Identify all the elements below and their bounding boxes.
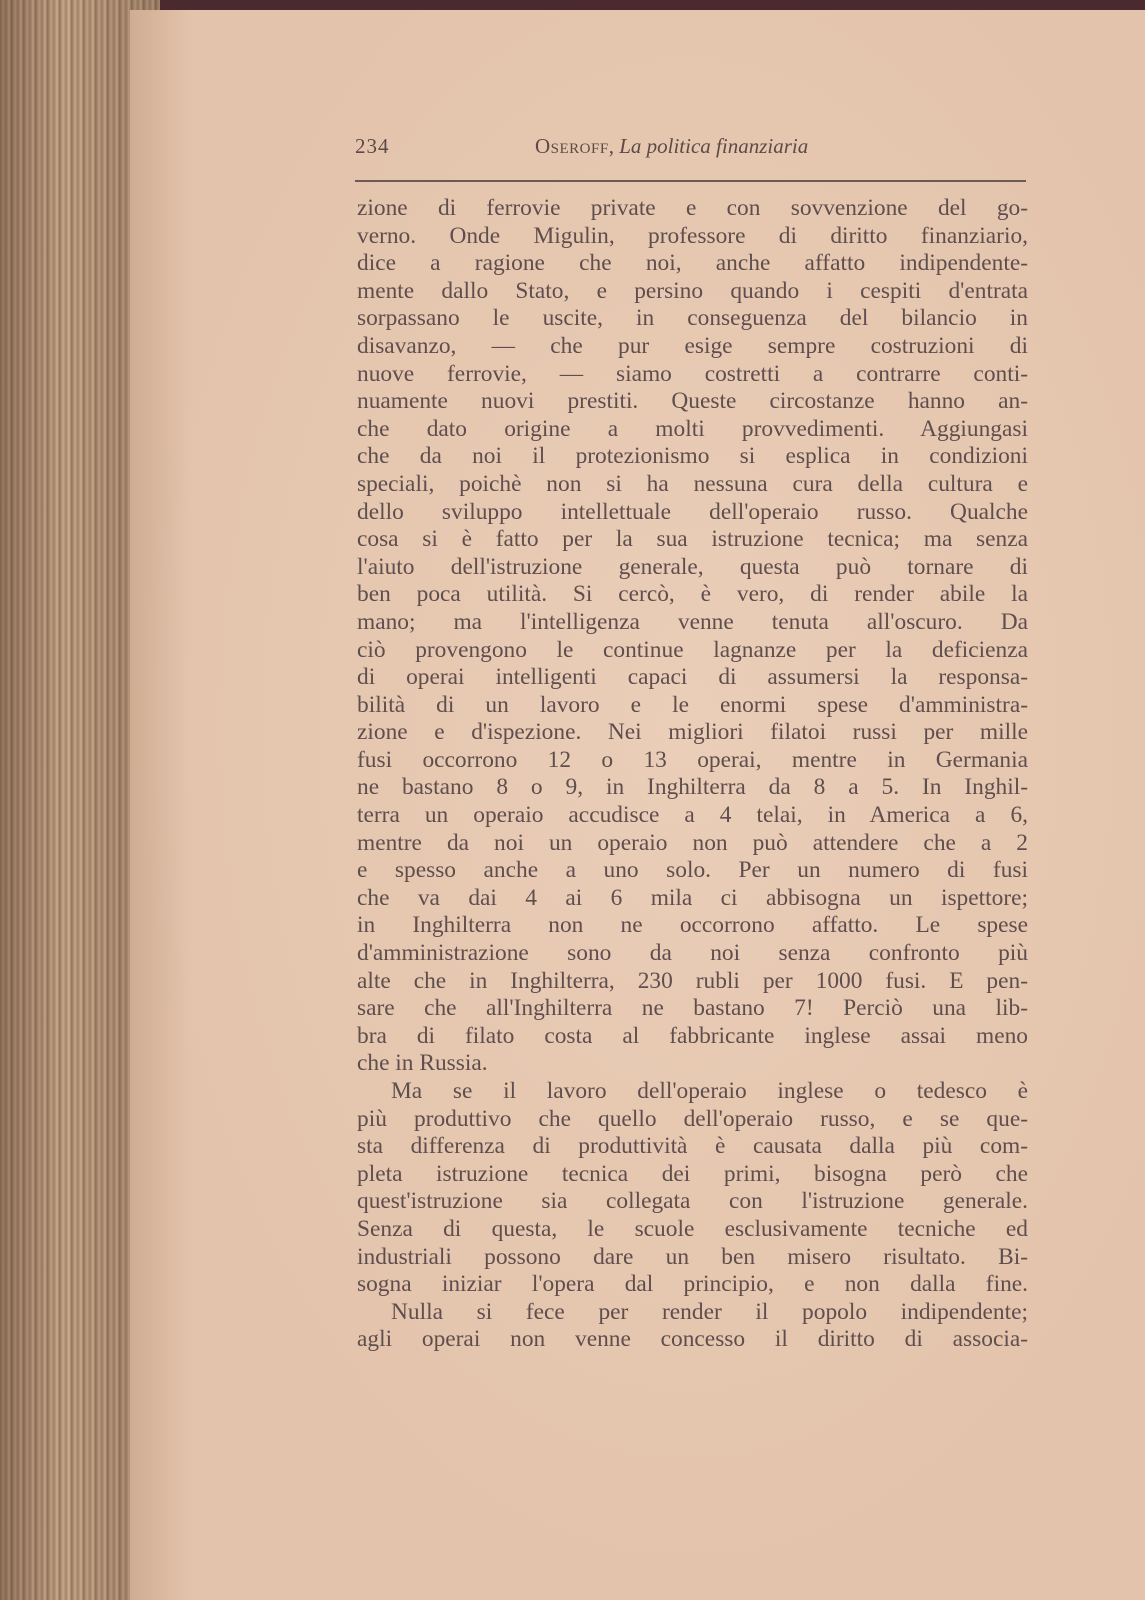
text-line: verno. Onde Migulin, professore di diritto finanziario, [357,222,1028,249]
text-line: zione e d'ispezione. Nei migliori filatoi russi per mille [357,719,1028,746]
text-line: Nulla si fece per render il popolo indipendente; [391,1298,1028,1325]
text-line: nuamente nuovi prestiti. Queste circostanze hanno an- [357,388,1028,415]
text-line: sare che all'Inghilterra ne bastano 7! Perciò una lib- [357,995,1028,1022]
text-line: bra di filato costa al fabbricante inglese assai meno [357,1022,1028,1049]
text-line: quest'istruzione sia collegata con l'istruzione generale. [357,1188,1028,1215]
text-line: mano; ma l'intelligenza venne tenuta all'oscuro. Da [357,608,1028,635]
running-head-author: Oseroff [535,134,609,158]
page-number: 234 [355,134,390,158]
text-line: mente dallo Stato, e persino quando i cespiti d'entrata [357,277,1028,304]
running-head-title: La politica finanziaria [619,134,809,158]
text-line: dello sviluppo intellettuale dell'operaio russo. Qualche [357,498,1028,525]
text-line: sta differenza di produttività è causata dalla più com- [357,1133,1028,1160]
body-text [357,195,1028,1354]
text-line: alte che in Inghilterra, 230 rubli per 1000 fusi. E pen- [357,967,1028,994]
text-line: zione di ferrovie private e con sovvenzione del go- [357,195,1028,221]
text-line: cosa si è fatto per la sua istruzione tecnica; ma senza [357,526,1028,553]
text-line: di operai intelligenti capaci di assumersi la responsa- [357,664,1028,691]
text-line: pleta istruzione tecnica dei primi, bisogna però che [357,1160,1028,1187]
running-head [535,134,808,159]
text-line: dice a ragione che noi, anche affatto indipendente- [357,250,1028,277]
running-head-separator: , [608,134,614,158]
text-line: agli operai non venne concesso il diritto di associa- [357,1326,1028,1353]
text-line: più produttivo che quello dell'operaio russo, e se que- [357,1105,1028,1132]
text-line: ne bastano 8 o 9, in Inghilterra da 8 a 5. In Inghil- [357,774,1028,801]
text-line: disavanzo, — che pur esige sempre costruzioni di [357,332,1028,359]
text-line: speciali, poichè non si ha nessuna cura della cultura e [357,470,1028,497]
text-line: industriali possono dare un ben misero risultato. Bi- [357,1243,1028,1270]
text-line: che da noi il protezionismo si esplica in condizioni [357,443,1028,470]
text-line: Senza di questa, le scuole esclusivamente tecniche ed [357,1215,1028,1242]
text-line: sogna iniziar l'opera dal principio, e non dalla fine. [357,1271,1028,1298]
text-line: in Inghilterra non ne occorrono affatto. Le spese [357,912,1028,939]
text-line: bilità di un lavoro e le enormi spese d'amministra- [357,691,1028,718]
text-line: fusi occorrono 12 o 13 operai, mentre in Germania [357,746,1028,773]
text-line: sorpassano le uscite, in conseguenza del bilancio in [357,305,1028,332]
text-line: terra un operaio accudisce a 4 telai, in America a 6, [357,802,1028,829]
text-line: che in Russia. [357,1050,488,1077]
text-line: e spesso anche a uno solo. Per un numero di fusi [357,857,1028,884]
text-line: mentre da noi un operaio non può attendere che a 2 [357,829,1028,856]
header-rule [355,180,1026,182]
text-line: l'aiuto dell'istruzione generale, questa può tornare di [357,553,1028,580]
text-line: che va dai 4 ai 6 mila ci abbisogna un ispettore; [357,884,1028,911]
text-line: che dato origine a molti provvedimenti. Aggiungasi [357,415,1028,442]
text-line: d'amministrazione sono da noi senza confronto più [357,940,1028,967]
text-line: nuove ferrovie, — siamo costretti a contrarre conti- [357,360,1028,387]
text-line: ben poca utilità. Si cercò, è vero, di render abile la [357,581,1028,608]
text-line: Ma se il lavoro dell'operaio inglese o tedesco è [391,1078,1028,1104]
page-header [355,134,1025,164]
text-line: ciò provengono le continue lagnanze per la deficienza [357,636,1028,663]
